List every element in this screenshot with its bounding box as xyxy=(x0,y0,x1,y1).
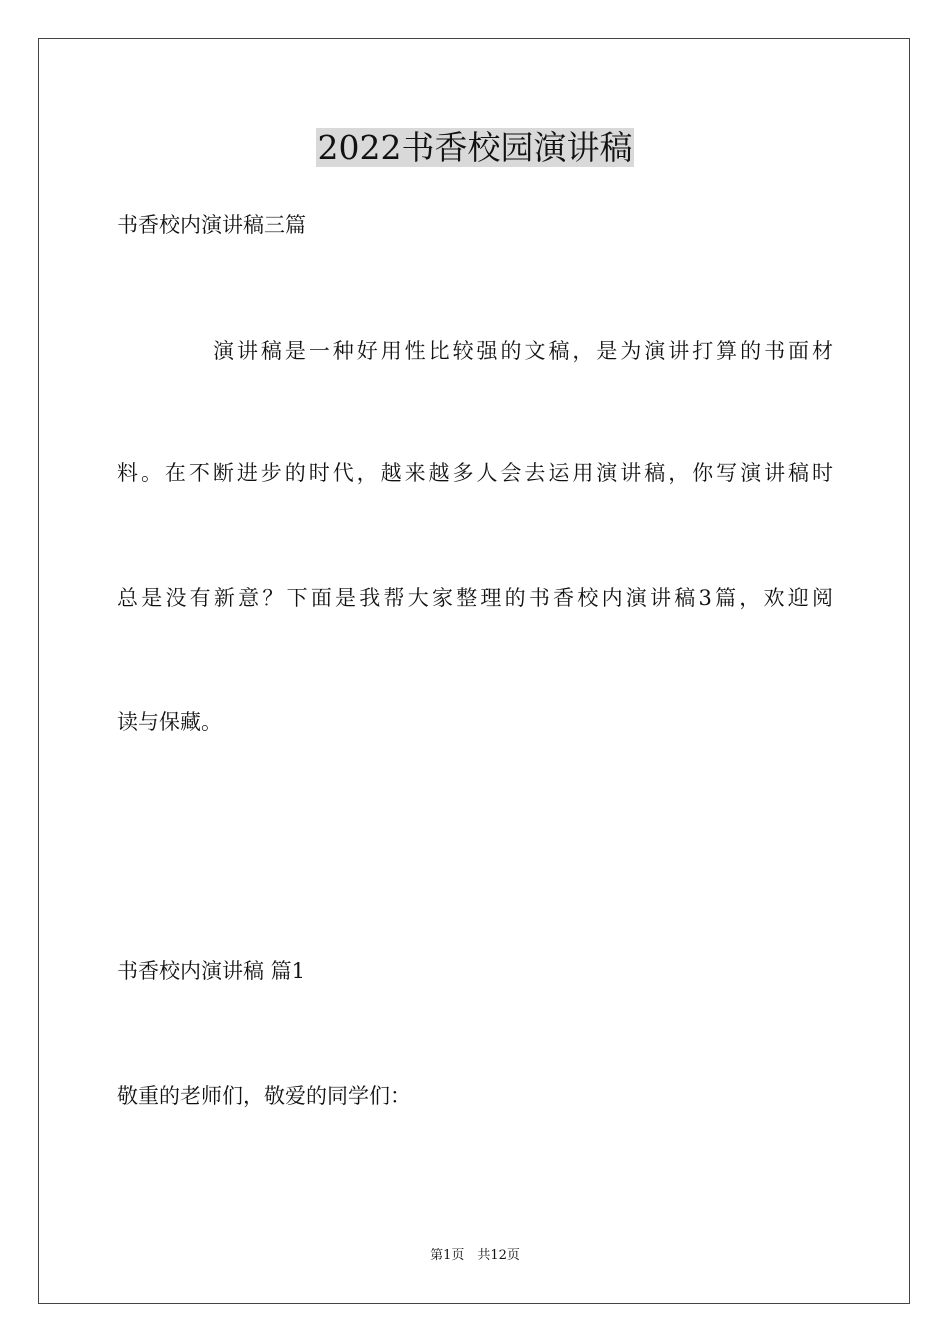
document-title xyxy=(0,126,950,170)
intro-line-2: 料。在不断进步的时代，越来越多人会去运用演讲稿，你写演讲稿时 xyxy=(117,461,833,485)
title-highlight: 2022书香校园演讲稿 xyxy=(317,128,633,167)
intro-line-1: 演讲稿是一种好用性比较强的文稿，是为演讲打算的书面材 xyxy=(213,339,833,363)
intro-line-3: 总是没有新意？下面是我帮大家整理的书香校内演讲稿3篇，欢迎阅 xyxy=(117,586,833,610)
subtitle: 书香校内演讲稿三篇 xyxy=(117,213,306,237)
section-heading: 书香校内演讲稿 篇1 xyxy=(117,959,306,983)
salutation: 敬重的老师们，敬爱的同学们： xyxy=(117,1084,411,1108)
page-footer: 第1页 共12页 xyxy=(430,1248,520,1263)
intro-line-4: 读与保藏。 xyxy=(117,710,222,734)
